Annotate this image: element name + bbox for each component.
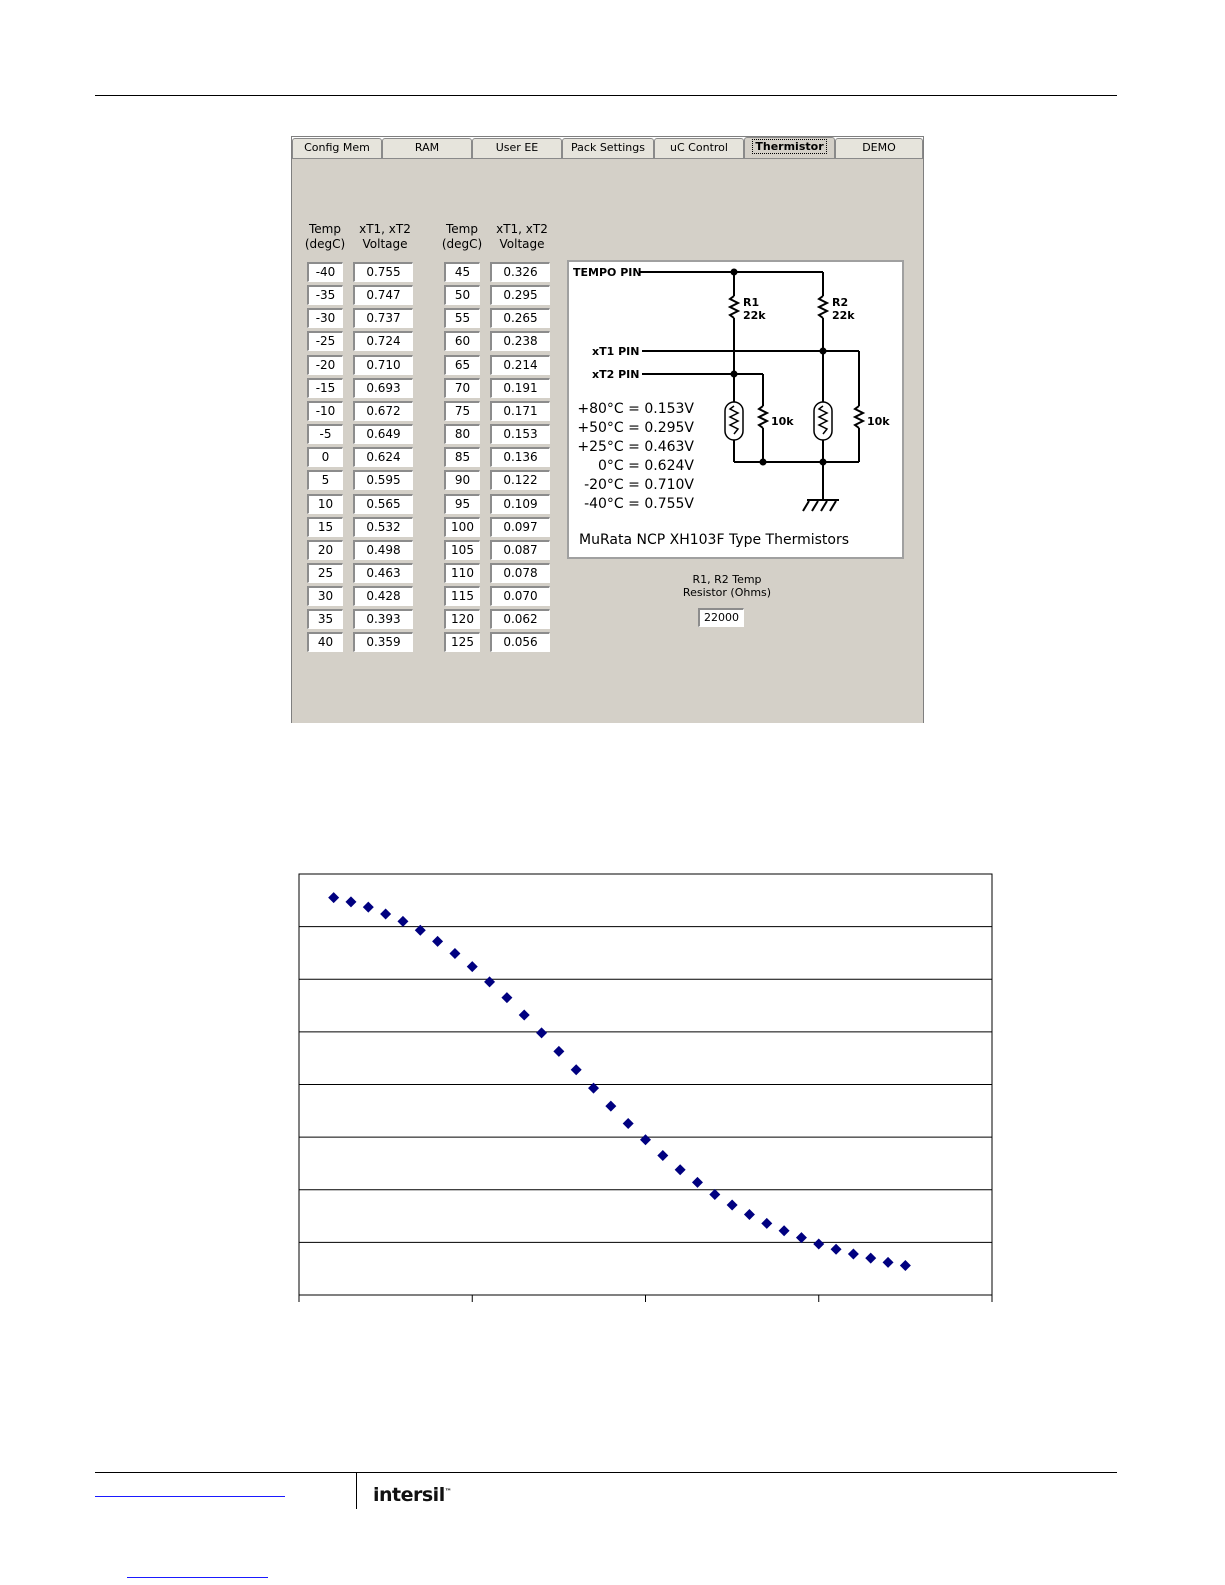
diagram-caption: MuRata NCP XH103F Type Thermistors	[579, 532, 850, 548]
voltage-header-right: xT1, xT2 Voltage	[496, 222, 548, 251]
voltage-cell[interactable]: 0.565	[353, 494, 413, 514]
voltage-cell[interactable]: 0.428	[353, 586, 413, 606]
temp-cell[interactable]: -20	[307, 355, 343, 375]
voltage-cell[interactable]: 0.070	[490, 586, 550, 606]
temp-cell[interactable]: 85	[444, 447, 480, 467]
temp-cell[interactable]: 95	[444, 494, 480, 514]
voltage-cell[interactable]: 0.122	[490, 470, 550, 490]
temp-cell[interactable]: 0	[307, 447, 343, 467]
temp-cell[interactable]: 30	[307, 586, 343, 606]
temp-cell[interactable]: -15	[307, 378, 343, 398]
temp-cell[interactable]: 105	[444, 540, 480, 560]
voltage-cell[interactable]: 0.136	[490, 447, 550, 467]
r2-label: R2	[832, 296, 849, 309]
r1-label: R1	[743, 296, 760, 309]
reading-50c: +50°C = 0.295V	[577, 420, 694, 436]
voltage-cell[interactable]: 0.393	[353, 609, 413, 629]
intersil-logo: intersil™	[373, 1484, 452, 1506]
temp-cell[interactable]: 125	[444, 632, 480, 652]
resistor-label: R1, R2 Temp Resistor (Ohms)	[682, 573, 772, 599]
voltage-cell[interactable]: 0.214	[490, 355, 550, 375]
voltage-cell[interactable]: 0.595	[353, 470, 413, 490]
temp-cell[interactable]: 80	[444, 424, 480, 444]
tempo-pin-label: TEMPO PIN	[573, 266, 642, 279]
bottom-link-underline[interactable]	[127, 1577, 268, 1578]
voltage-cell[interactable]: 0.238	[490, 331, 550, 351]
voltage-cell[interactable]: 0.087	[490, 540, 550, 560]
tab-ram[interactable]: RAM	[382, 138, 472, 158]
tab-uc-control[interactable]: uC Control	[654, 138, 744, 158]
header-rule	[95, 95, 1117, 96]
voltage-cell[interactable]: 0.109	[490, 494, 550, 514]
voltage-cell[interactable]: 0.624	[353, 447, 413, 467]
voltage-cell[interactable]: 0.056	[490, 632, 550, 652]
temp-cell[interactable]: 40	[307, 632, 343, 652]
voltage-cell[interactable]: 0.191	[490, 378, 550, 398]
tab-pack-settings[interactable]: Pack Settings	[562, 138, 654, 158]
temp-cell[interactable]: 55	[444, 308, 480, 328]
tab-config-mem[interactable]: Config Mem	[292, 138, 382, 158]
voltage-cell[interactable]: 0.693	[353, 378, 413, 398]
circuit-schematic	[569, 262, 902, 557]
temp-cell[interactable]: 45	[444, 262, 480, 282]
voltage-cell[interactable]: 0.295	[490, 285, 550, 305]
footer-divider	[356, 1473, 357, 1509]
voltage-cell[interactable]: 0.649	[353, 424, 413, 444]
temp-cell[interactable]: 10	[307, 494, 343, 514]
voltage-header-left: xT1, xT2 Voltage	[359, 222, 411, 251]
thermistor-panel	[292, 158, 923, 723]
r1-value: 22k	[743, 309, 766, 322]
voltage-cell[interactable]: 0.498	[353, 540, 413, 560]
xt1-pin-label: xT1 PIN	[592, 345, 640, 358]
tab-bar	[292, 137, 923, 159]
voltage-vs-temperature-chart	[298, 873, 994, 1305]
tab-user-ee[interactable]: User EE	[472, 138, 562, 158]
voltage-cell[interactable]: 0.097	[490, 517, 550, 537]
temp-cell[interactable]: 60	[444, 331, 480, 351]
voltage-cell[interactable]: 0.710	[353, 355, 413, 375]
reading-minus40c: -40°C = 0.755V	[584, 496, 694, 512]
temp-cell[interactable]: 70	[444, 378, 480, 398]
footer-link-underline[interactable]	[95, 1496, 285, 1497]
temp-cell[interactable]: 50	[444, 285, 480, 305]
voltage-cell[interactable]: 0.062	[490, 609, 550, 629]
tab-thermistor[interactable]: Thermistor	[744, 137, 835, 159]
footer-rule	[95, 1472, 1117, 1473]
reading-25c: +25°C = 0.463V	[577, 439, 694, 455]
reading-0c: 0°C = 0.624V	[598, 458, 694, 474]
temp-cell[interactable]: 20	[307, 540, 343, 560]
reading-80c: +80°C = 0.153V	[577, 401, 694, 417]
voltage-cell[interactable]: 0.171	[490, 401, 550, 421]
temp-header-right: Temp (degC)	[441, 222, 483, 251]
temp-cell[interactable]: 65	[444, 355, 480, 375]
voltage-cell[interactable]: 0.359	[353, 632, 413, 652]
temp-cell[interactable]: 90	[444, 470, 480, 490]
voltage-cell[interactable]: 0.672	[353, 401, 413, 421]
temp-cell[interactable]: -5	[307, 424, 343, 444]
resistor-ohms-input[interactable]: 22000	[698, 608, 744, 627]
temp-cell[interactable]: 115	[444, 586, 480, 606]
temp-cell[interactable]: -40	[307, 262, 343, 282]
thermistor-window	[291, 136, 924, 723]
voltage-cell[interactable]: 0.724	[353, 331, 413, 351]
temp-cell[interactable]: 100	[444, 517, 480, 537]
voltage-cell[interactable]: 0.532	[353, 517, 413, 537]
pulldown-2-label: 10k	[867, 415, 890, 428]
temp-header-left: Temp (degC)	[304, 222, 346, 251]
voltage-cell[interactable]: 0.755	[353, 262, 413, 282]
voltage-cell[interactable]: 0.463	[353, 563, 413, 583]
pulldown-1-label: 10k	[771, 415, 794, 428]
temp-cell[interactable]: -30	[307, 308, 343, 328]
temp-cell[interactable]: 75	[444, 401, 480, 421]
r2-value: 22k	[832, 309, 855, 322]
temp-cell[interactable]: -10	[307, 401, 343, 421]
thermistor-circuit-diagram	[567, 260, 904, 559]
reading-minus20c: -20°C = 0.710V	[584, 477, 694, 493]
voltage-cell[interactable]: 0.747	[353, 285, 413, 305]
voltage-cell[interactable]: 0.265	[490, 308, 550, 328]
temp-cell[interactable]: -25	[307, 331, 343, 351]
temp-cell[interactable]: 35	[307, 609, 343, 629]
voltage-cell[interactable]: 0.326	[490, 262, 550, 282]
voltage-cell[interactable]: 0.737	[353, 308, 413, 328]
temp-cell[interactable]: 120	[444, 609, 480, 629]
temp-cell[interactable]: 110	[444, 563, 480, 583]
temp-cell[interactable]: -35	[307, 285, 343, 305]
chart-plot	[298, 873, 994, 1305]
tab-demo[interactable]: DEMO	[835, 138, 923, 158]
xt2-pin-label: xT2 PIN	[592, 368, 640, 381]
temp-cell[interactable]: 5	[307, 470, 343, 490]
temp-cell[interactable]: 15	[307, 517, 343, 537]
voltage-cell[interactable]: 0.153	[490, 424, 550, 444]
voltage-cell[interactable]: 0.078	[490, 563, 550, 583]
temp-cell[interactable]: 25	[307, 563, 343, 583]
